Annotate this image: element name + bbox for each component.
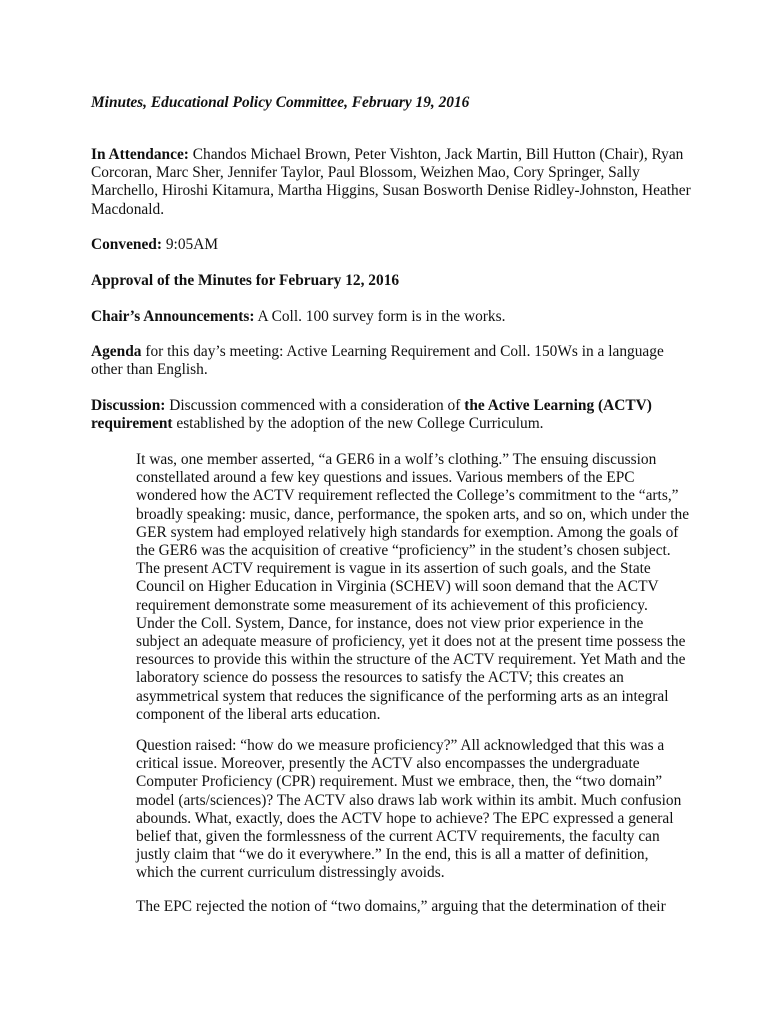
paragraph-line: which the current curriculum distressingly avoids. (136, 864, 445, 882)
attendance-line: Macdonald. (91, 200, 165, 218)
discussion-text: established by the adoption of the new College Curriculum. (176, 415, 544, 433)
attendance-label: In Attendance: (91, 146, 189, 163)
discussion-topic: requirement (91, 415, 173, 433)
paragraph-line: Under the Coll. System, Dance, for instance, does not view prior experience in the (136, 614, 644, 632)
agenda-text: other than English. (91, 361, 208, 379)
agenda-label: Agenda (91, 343, 142, 360)
paragraph-line: wondered how the ACTV requirement reflected the College’s commitment to the “arts,” (136, 487, 679, 505)
discussion-paragraph-2 (136, 737, 688, 883)
discussion-topic: the Active Learning (ACTV) (464, 397, 652, 414)
paragraph-line: broadly speaking: music, dance, performance, the spoken arts, and so on, which under the (136, 505, 690, 523)
attendance-line: Chandos Michael Brown, Peter Vishton, Jack Martin, Bill Hutton (Chair), Ryan (192, 146, 684, 163)
paragraph-line: component of the liberal arts education. (136, 705, 381, 723)
paragraph-line: abounds. What, exactly, does the ACTV hope to achieve? The EPC expressed a general (136, 809, 674, 827)
attendance-line: Corcoran, Marc Sher, Jennifer Taylor, Paul Blossom, Weizhen Mao, Cory Springer, Sally (91, 164, 640, 182)
paragraph-line: belief that, given the formlessness of the current ACTV requirements, the faculty can (136, 828, 660, 846)
chair-label: Chair’s Announcements: (91, 308, 255, 325)
paragraph-line: model (arts/sciences)? The ACTV also draws lab work within its ambit. Much confusion (136, 791, 682, 809)
approval-heading: Approval of the Minutes for February 12, 2016 (91, 272, 400, 289)
discussion-text: Discussion commenced with a consideration of (169, 397, 461, 414)
attendance-line: Marchello, Hiroshi Kitamura, Martha Higgins, Susan Bosworth Denise Ridley-Johnston, Heather (91, 182, 691, 200)
paragraph-line: laboratory science do possess the resources to satisfy the ACTV; this creates an (136, 669, 624, 687)
paragraph-line: requirement demonstrate some measurement of its achievement of this proficiency. (136, 596, 648, 614)
paragraph-line: The EPC rejected the notion of “two domains,” arguing that the determination of their (136, 898, 666, 915)
discussion-paragraph-3 (136, 898, 688, 916)
paragraph-line: the GER6 was the acquisition of creative “proficiency” in the student’s chosen subject. (136, 542, 671, 560)
page-title: Minutes, Educational Policy Committee, February 19, 2016 (91, 94, 470, 111)
approval-section (91, 272, 691, 290)
paragraph-line: critical issue. Moreover, presently the ACTV also encompasses the undergraduate (136, 755, 640, 773)
paragraph-line: Computer Proficiency (CPR) requirement. Must we embrace, then, the “two domain” (136, 773, 663, 791)
agenda-section (91, 343, 691, 379)
convened-label: Convened: (91, 236, 162, 253)
paragraph-line: The present ACTV requirement is vague in its assertion of such goals, and the State (136, 560, 651, 578)
paragraph-line: It was, one member asserted, “a GER6 in a wolf’s clothing.” The ensuing discussion (136, 451, 657, 468)
paragraph-line: Council on Higher Education in Virginia (SCHEV) will soon demand that the ACTV (136, 578, 659, 596)
convened-section (91, 236, 691, 254)
convened-value: 9:05AM (165, 236, 219, 253)
agenda-text: for this day’s meeting: Active Learning Requirement and Coll. 150Ws in a language (145, 343, 664, 360)
paragraph-line: asymmetrical system that reduces the significance of the performing arts as an integral (136, 687, 669, 705)
paragraph-line: justly claim that “we do it everywhere.” In the end, this is all a matter of definition, (136, 846, 649, 864)
discussion-section (91, 397, 691, 433)
paragraph-line: GER system had employed relatively high standards for exemption. Among the goals of (136, 523, 679, 541)
attendance-section (91, 146, 691, 219)
paragraph-line: resources to provide this within the structure of the ACTV requirement. Yet Math and the (136, 651, 686, 669)
chair-text: A Coll. 100 survey form is in the works. (257, 308, 506, 325)
discussion-label: Discussion: (91, 397, 166, 414)
paragraph-line: Question raised: “how do we measure proficiency?” All acknowledged that this was a (136, 737, 665, 754)
discussion-paragraph-1 (136, 451, 688, 724)
paragraph-line: constellated around a few key questions and issues. Various members of the EPC (136, 469, 635, 487)
chair-announcements-section (91, 308, 691, 326)
paragraph-line: subject an adequate measure of proficiency, yet it does not at the present time possess the (136, 633, 686, 651)
